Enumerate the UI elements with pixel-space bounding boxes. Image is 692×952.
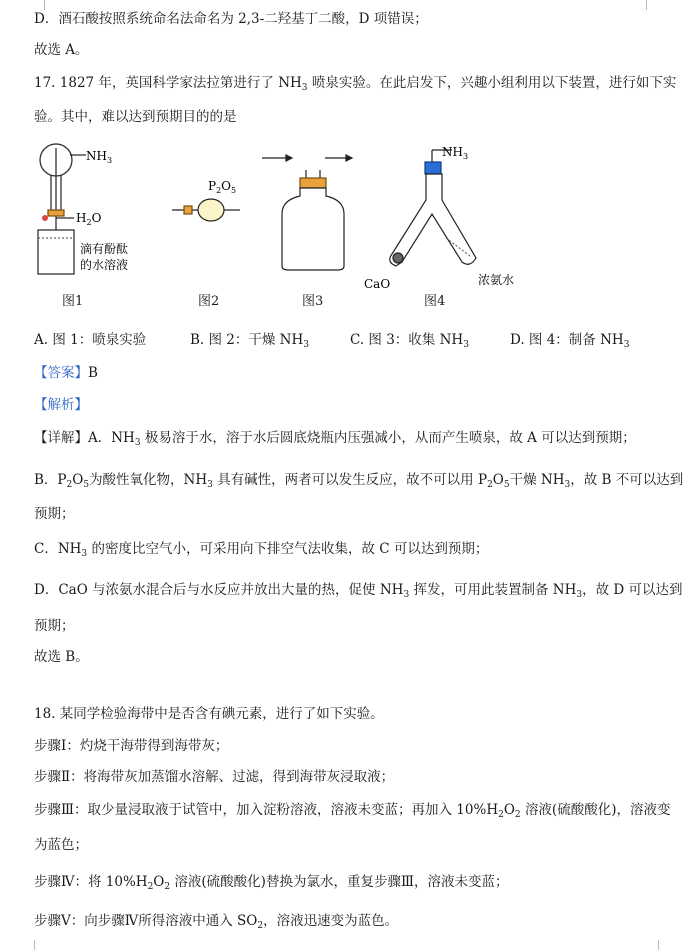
q17-option-b: B. 图 2：干燥 $NH_3$ <box>190 332 309 350</box>
fig3-label: 图3 <box>302 294 324 309</box>
fig2-drying-tube <box>172 199 240 221</box>
q17-answer: 【答案】B <box>34 365 98 381</box>
q17-conclusion: 故选 B。 <box>34 649 89 665</box>
q18-step3-cont: 为蓝色； <box>34 837 88 853</box>
q17-option-a: A. 图 1：喷泉实验 <box>34 332 147 348</box>
fig2-p2o5-label: $P_2O_5$ <box>208 179 237 195</box>
fig1-fountain-apparatus <box>38 144 86 274</box>
fig4-y-tube <box>390 150 476 266</box>
fig4-ammonia-label: 浓氨水 <box>478 273 515 287</box>
fig1-liquid-label-2: 的水溶液 <box>80 258 129 272</box>
crop-mark-bottom-left <box>24 940 35 950</box>
crop-mark-bottom-right <box>658 940 669 950</box>
fig1-nh3-label: $NH_3$ <box>86 149 113 165</box>
q17-stem-line2: 验。其中，难以达到预期目的的是 <box>34 109 237 125</box>
crop-mark-top-right <box>646 0 657 10</box>
fig4-cao-label: CaO <box>364 277 391 291</box>
fig4-label: 图4 <box>424 294 446 309</box>
crop-mark-top-left <box>34 0 45 10</box>
prev-conclusion: 故选 A。 <box>34 42 89 58</box>
q17-detail-b: B．$P_2O_5$为酸性氧化物，$NH_3$ 具有碱性，两者可以发生反应，故不可以用 $P_2O_5$干燥 $NH_3$，故 B 不可以达到 <box>34 472 684 490</box>
q17-apparatus-figure <box>0 138 692 308</box>
fig4-nh3-label: $NH_3$ <box>442 145 469 161</box>
fig3-gas-bottle <box>262 155 352 270</box>
q17-detail-a: 【详解】A．$NH_3$ 极易溶于水，溶于水后圆底烧瓶内压强减小，从而产生喷泉，故 A 可以达到预期； <box>34 430 636 448</box>
q18-step4: 步骤Ⅳ：将 $10\%H_2O_2$ 溶液(硫酸酸化)替换为氯水，重复步骤Ⅲ，溶液未变蓝； <box>34 874 509 892</box>
fig1-label: 图1 <box>62 294 84 309</box>
prev-d-line: D．酒石酸按照系统命名法命名为 2,3-二羟基丁二酸，D 项错误； <box>34 11 428 27</box>
q18-title: 18. 某同学检验海带中是否含有碘元素，进行了如下实验。 <box>34 706 384 722</box>
q18-step3: 步骤Ⅲ：取少量浸取液于试管中，加入淀粉溶液，溶液未变蓝；再加入 $10\%H_2O_2$ 溶液(硫酸酸化)，溶液变 <box>34 802 671 820</box>
fig1-liquid-label-1: 滴有酚酞 <box>80 242 129 256</box>
q17-stem-line1: 17. 1827 年，英国科学家法拉第进行了 $NH_3$ 喷泉实验。在此启发下，兴趣小组利用以下装置，进行如下实 <box>34 75 677 93</box>
fig1-h2o-label: $H_2O$ <box>76 211 102 227</box>
q17-detail-d-cont: 预期； <box>34 618 75 634</box>
fig2-label: 图2 <box>198 294 220 309</box>
q18-step5: 步骤Ⅴ：向步骤Ⅳ所得溶液中通入 $SO_2$，溶液迅速变为蓝色。 <box>34 913 399 931</box>
q17-analysis-tag: 【解析】 <box>34 397 88 413</box>
q17-detail-d: D．CaO 与浓氨水混合后与水反应并放出大量的热，促使 $NH_3$ 挥发，可用此装置制备 $NH_3$，故 D 可以达到 <box>34 582 683 600</box>
q17-option-c: C. 图 3：收集 $NH_3$ <box>350 332 469 350</box>
q17-detail-b-cont: 预期； <box>34 506 75 522</box>
q18-step2: 步骤Ⅱ：将海带灰加蒸馏水溶解、过滤，得到海带灰浸取液； <box>34 769 395 785</box>
q17-option-d: D. 图 4：制备 $NH_3$ <box>510 332 630 350</box>
q17-detail-c: C．$NH_3$ 的密度比空气小，可采用向下排空气法收集，故 C 可以达到预期； <box>34 541 489 559</box>
q18-step1: 步骤Ⅰ：灼烧干海带得到海带灰； <box>34 738 229 754</box>
